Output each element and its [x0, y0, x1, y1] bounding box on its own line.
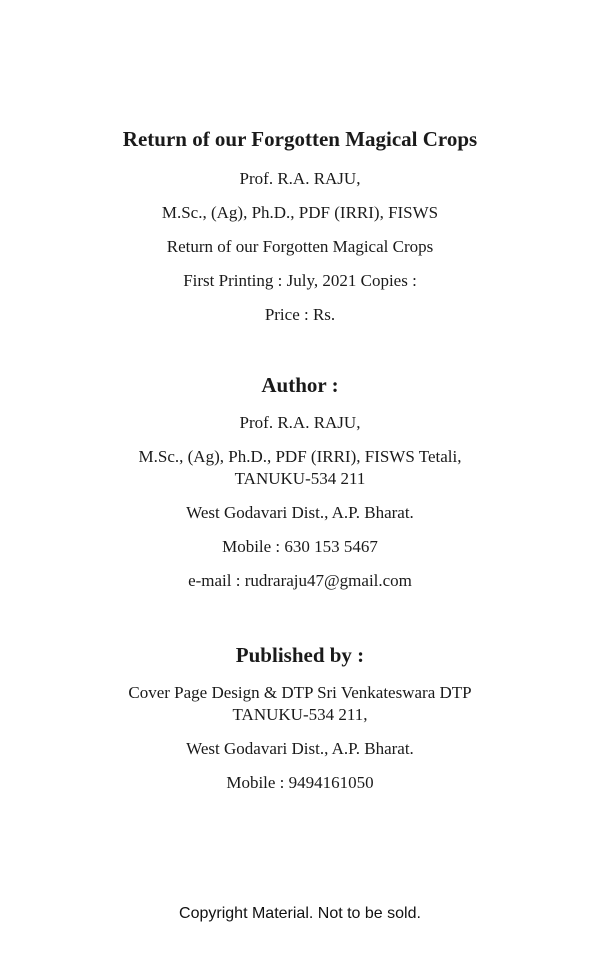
publisher-design: Cover Page Design & DTP Sri Venkateswara DTP TANUKU-534 211, [128, 683, 472, 724]
author-email: e-mail : rudraraju47@gmail.com [188, 571, 412, 590]
book-author-qualifications: M.Sc., (Ag), Ph.D., PDF (IRRI), FISWS [161, 203, 439, 222]
author-district: West Godavari Dist., A.P. Bharat. [186, 503, 414, 522]
first-printing: First Printing : July, 2021 Copies : [183, 271, 417, 290]
publisher-heading: Published by : [235, 643, 365, 667]
author-section [0, 372, 600, 604]
author-name: Prof. R.A. RAJU, [239, 413, 361, 432]
author-mobile: Mobile : 630 153 5467 [222, 537, 378, 556]
publisher-mobile: Mobile : 9494161050 [226, 773, 374, 792]
author-heading: Author : [261, 373, 339, 397]
book-author-name: Prof. R.A. RAJU, [239, 169, 361, 188]
book-info-section [0, 126, 600, 338]
publisher-section [0, 642, 600, 806]
book-title: Return of our Forgotten Magical Crops [122, 127, 478, 151]
copyright-notice: Copyright Material. Not to be sold. [179, 905, 421, 922]
author-qualifications: M.Sc., (Ag), Ph.D., PDF (IRRI), FISWS Tetali, TANUKU-534 211 [138, 447, 462, 488]
price: Price : Rs. [264, 305, 336, 324]
publisher-district: West Godavari Dist., A.P. Bharat. [186, 739, 414, 758]
book-title-repeat: Return of our Forgotten Magical Crops [166, 237, 434, 256]
